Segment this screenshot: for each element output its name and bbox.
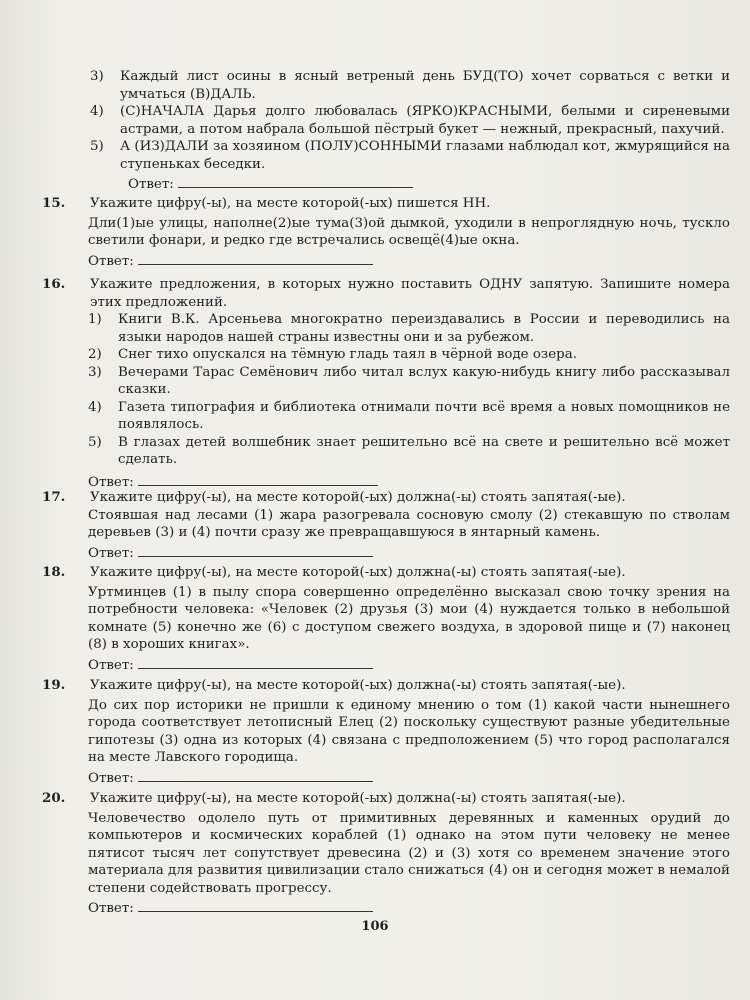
option-text: Каждый лист осины в ясный ветреный день БУД(ТО) хочет сорваться с ветки и умчаться (В)ДАЛЬ. (120, 69, 730, 102)
option-number: 5) (88, 434, 102, 450)
answer-line[interactable] (138, 769, 373, 782)
option-item (88, 399, 730, 434)
option-number: 5) (90, 139, 104, 154)
answer-label: Ответ: (88, 901, 134, 916)
answer-label: Ответ: (88, 770, 134, 786)
task-text: Дли(1)ые улицы, наполне(2)ые тума(3)ой дымкой, уходили в непроглядную ночь, тускло светили фонари, и редко где встречались освещё(4)ые окна. (88, 215, 730, 248)
option-item (88, 346, 730, 364)
option-text: В глазах детей волшебник знает решительно всё на свете и решительно всё может сделать. (118, 434, 730, 467)
task-19 (40, 677, 730, 787)
option-text: Снег тихо опускался на тёмную гладь таял в чёрной воде озера. (118, 347, 577, 362)
option-item (88, 311, 730, 346)
option-number: 4) (90, 104, 104, 119)
task-text: До сих пор историки не пришли к единому мнению о том (1) какой части нынешнего города соответствует летописный Елец (2) поскольку существуют разные убедительные гипотезы (3) одна из которых (4) связана с предположением (5) что город располагался на месте Лавского городища. (88, 697, 730, 765)
task-question: Укажите цифру(-ы), на месте которой(-ых) пишется НН. (90, 196, 491, 211)
option-number: 1) (88, 312, 102, 327)
task-question: Укажите цифру(-ы), на месте которой(-ых) должна(-ы) стоять запятая(-ые). (90, 490, 626, 505)
option-item (88, 434, 730, 469)
task-16 (40, 276, 730, 491)
answer-field (88, 656, 730, 675)
answer-field (88, 252, 730, 271)
option-text: (С)НАЧАЛА Дарья долго любовалась (ЯРКО)КРАСНЫМИ, белыми и сиреневыми астрами, а потом набрала большой пёстрый букет — нежный, прекрасный, пахучий. (120, 104, 730, 137)
answer-label: Ответ: (88, 657, 134, 673)
option-item (88, 364, 730, 399)
task-question: Укажите цифру(-ы), на месте которой(-ых) должна(-ы) стоять запятая(-ые). (90, 791, 626, 806)
answer-line[interactable] (138, 544, 373, 557)
task-number: 18. (42, 564, 66, 580)
option-text: Книги В.К. Арсеньева многократно переиздавались в России и переводились на языки народов нашей страны известны они и за рубежом. (118, 312, 730, 345)
task-text: Уртминцев (1) в пылу спора совершенно определённо высказал свою точку зрения на потребности человека: «Человек (2) друзья (3) мои (4) нуждается только в небольшой комнате (5) конечно же (6) с доступом свежего воздуха, в здоровой пище и (7) наконец (8) в хороших книгах». (88, 584, 730, 652)
task-question: Укажите цифру(-ы), на месте которой(-ых) должна(-ы) стоять запятая(-ые). (90, 565, 626, 580)
answer-line[interactable] (138, 252, 373, 265)
top-options (40, 68, 730, 194)
option-number: 4) (88, 399, 102, 415)
option-item (40, 138, 730, 173)
task-20 (40, 790, 730, 918)
task-number: 16. (42, 276, 66, 292)
option-number: 3) (88, 364, 102, 380)
answer-label: Ответ: (128, 177, 174, 192)
task-15 (40, 195, 730, 270)
answer-line[interactable] (138, 656, 373, 669)
task-number: 19. (42, 677, 66, 693)
task-number: 20. (42, 790, 66, 806)
task-question: Укажите цифру(-ы), на месте которой(-ых) должна(-ы) стоять запятая(-ые). (90, 678, 626, 693)
task-17 (40, 489, 730, 562)
task-text: Стоявшая над лесами (1) жара разогревала сосновую смолу (2) стекавшую по стволам деревьев (3) и (4) почти сразу же превращавшуюся в янтарный камень. (88, 507, 730, 540)
option-number: 3) (90, 69, 104, 84)
task-number: 15. (42, 195, 66, 211)
answer-line[interactable] (138, 473, 378, 486)
option-text: Газета типография и библиотека отнимали почти всё время а новых помощников не появлялось. (118, 399, 730, 432)
option-text: А (ИЗ)ДАЛИ за хозяином (ПОЛУ)СОННЫМИ глазами наблюдал кот, жмурящийся на ступеньках беседки. (120, 139, 730, 172)
answer-field (88, 544, 730, 563)
answer-label: Ответ: (88, 545, 134, 561)
task-text: Человечество одолело путь от примитивных деревянных и каменных орудий до компьютеров и космических кораблей (1) однако на этом пути человеку не менее пятисот тысяч лет сопутствует древесина (2) и (3) хотя со временем значение этого материала для развития цивилизации стало снижаться (4) он и сегодня может в немалой степени содействовать прогрессу. (88, 810, 730, 896)
task-question: Укажите предложения, в которых нужно поставить ОДНУ запятую. Запишите номера этих предложений. (90, 277, 730, 310)
answer-label: Ответ: (88, 253, 134, 269)
option-number: 2) (88, 347, 102, 362)
answer-field (128, 175, 730, 194)
option-item (40, 68, 730, 103)
page-number: 106 (361, 919, 389, 934)
task-18 (40, 564, 730, 674)
answer-line[interactable] (138, 899, 373, 912)
answer-field (88, 769, 730, 788)
answer-field (88, 899, 730, 918)
option-text: Вечерами Тарас Семёнович либо читал вслух какую-нибудь книгу либо рассказывал сказки. (118, 364, 730, 397)
task-number: 17. (42, 489, 66, 505)
option-item (40, 103, 730, 138)
answer-line[interactable] (178, 175, 413, 188)
answer-label: Ответ: (88, 474, 134, 490)
